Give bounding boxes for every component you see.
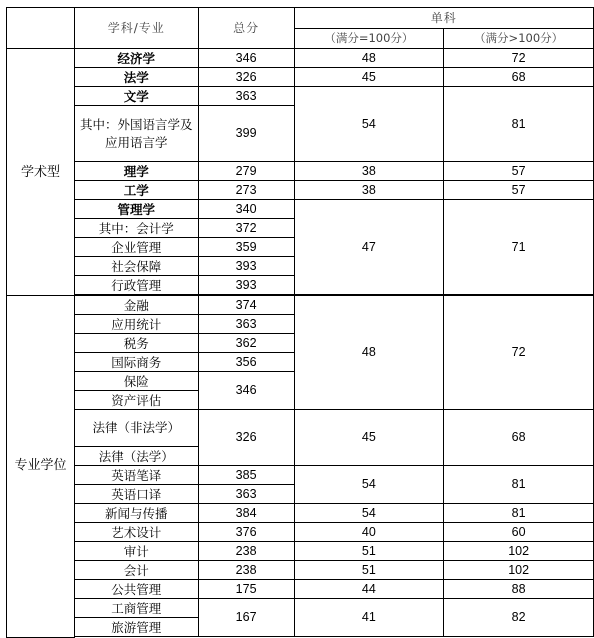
subject-name: 其中：会计学 xyxy=(74,219,198,238)
single-le100: 51 xyxy=(294,542,444,561)
header-single: 单科 xyxy=(294,8,593,29)
subject-name: 国际商务 xyxy=(74,353,198,372)
subject-name: 艺术设计 xyxy=(74,523,198,542)
spacer-cell xyxy=(74,637,198,638)
total-score: 372 xyxy=(198,219,294,238)
table-row xyxy=(7,200,594,219)
total-score: 273 xyxy=(198,181,294,200)
score-table xyxy=(6,7,594,638)
single-gt100: 81 xyxy=(444,504,594,523)
single-le100: 48 xyxy=(294,49,444,68)
single-gt100: 72 xyxy=(444,296,594,410)
single-le100: 54 xyxy=(294,504,444,523)
table-row xyxy=(7,542,594,561)
single-gt100: 57 xyxy=(444,162,594,181)
subject-name: 社会保障 xyxy=(74,257,198,276)
total-score: 363 xyxy=(198,315,294,334)
single-le100: 47 xyxy=(294,200,444,295)
table-row xyxy=(7,504,594,523)
total-score: 399 xyxy=(198,106,294,162)
single-le100: 54 xyxy=(294,87,444,162)
total-score: 362 xyxy=(198,334,294,353)
total-score: 363 xyxy=(198,87,294,106)
table-row xyxy=(7,466,594,485)
single-le100: 40 xyxy=(294,523,444,542)
single-gt100: 81 xyxy=(444,87,594,162)
total-score: 326 xyxy=(198,410,294,466)
header-blank xyxy=(7,8,75,49)
subject-name: 新闻与传播 xyxy=(74,504,198,523)
single-gt100: 102 xyxy=(444,561,594,580)
table-row xyxy=(7,561,594,580)
single-le100: 44 xyxy=(294,580,444,599)
subject-name: 公共管理 xyxy=(74,580,198,599)
single-gt100: 68 xyxy=(444,68,594,87)
subject-name: 行政管理 xyxy=(74,276,198,295)
total-score: 376 xyxy=(198,523,294,542)
total-score: 363 xyxy=(198,485,294,504)
header-total: 总分 xyxy=(198,8,294,49)
subject-name: 管理学 xyxy=(74,200,198,219)
single-gt100: 102 xyxy=(444,542,594,561)
single-gt100: 72 xyxy=(444,49,594,68)
total-score: 346 xyxy=(198,49,294,68)
header-gt100: （满分>100分） xyxy=(444,29,594,49)
spacer-cell xyxy=(294,637,444,638)
subject-name: 文学 xyxy=(74,87,198,106)
single-gt100: 88 xyxy=(444,580,594,599)
total-score: 359 xyxy=(198,238,294,257)
spacer-cell xyxy=(198,637,294,638)
subject-name: 英语口译 xyxy=(74,485,198,504)
score-table-container xyxy=(6,7,594,638)
table-row xyxy=(7,523,594,542)
total-score: 167 xyxy=(198,599,294,637)
header-subject: 学科/专业 xyxy=(74,8,198,49)
single-le100: 38 xyxy=(294,162,444,181)
table-row xyxy=(7,599,594,618)
subject-name: 英语笔译 xyxy=(74,466,198,485)
total-score: 346 xyxy=(198,372,294,410)
total-score: 175 xyxy=(198,580,294,599)
total-score: 374 xyxy=(198,296,294,315)
subject-name: 旅游管理 xyxy=(74,618,198,637)
single-gt100: 82 xyxy=(444,599,594,637)
subject-name: 会计 xyxy=(74,561,198,580)
subject-name: 税务 xyxy=(74,334,198,353)
total-score: 393 xyxy=(198,257,294,276)
table-row xyxy=(7,49,594,68)
single-gt100: 71 xyxy=(444,200,594,295)
subject-name: 工商管理 xyxy=(74,599,198,618)
total-score: 385 xyxy=(198,466,294,485)
single-gt100: 60 xyxy=(444,523,594,542)
subject-name: 法学 xyxy=(74,68,198,87)
total-score: 356 xyxy=(198,353,294,372)
subject-name: 企业管理 xyxy=(74,238,198,257)
total-score: 340 xyxy=(198,200,294,219)
category-academic: 学术型 xyxy=(7,49,75,296)
subject-name: 审计 xyxy=(74,542,198,561)
single-le100: 48 xyxy=(294,296,444,410)
total-score: 384 xyxy=(198,504,294,523)
table-row xyxy=(7,87,594,106)
total-score: 326 xyxy=(198,68,294,87)
single-le100: 54 xyxy=(294,466,444,504)
single-gt100: 68 xyxy=(444,410,594,466)
subject-name: 理学 xyxy=(74,162,198,181)
subject-name: 应用统计 xyxy=(74,315,198,334)
table-row-spacer xyxy=(7,637,594,638)
single-le100: 51 xyxy=(294,561,444,580)
table-row xyxy=(7,68,594,87)
header-row-1 xyxy=(7,8,594,29)
subject-name: 经济学 xyxy=(74,49,198,68)
single-le100: 41 xyxy=(294,599,444,637)
subject-name: 金融 xyxy=(74,296,198,315)
subject-name: 法律（非法学） xyxy=(74,410,198,447)
single-le100: 45 xyxy=(294,410,444,466)
table-row xyxy=(7,181,594,200)
header-le100: （满分=100分） xyxy=(294,29,444,49)
table-row xyxy=(7,162,594,181)
single-le100: 38 xyxy=(294,181,444,200)
table-row xyxy=(7,580,594,599)
total-score: 238 xyxy=(198,542,294,561)
subject-name: 法律（法学） xyxy=(74,447,198,466)
subject-name: 工学 xyxy=(74,181,198,200)
single-gt100: 81 xyxy=(444,466,594,504)
single-le100: 45 xyxy=(294,68,444,87)
total-score: 238 xyxy=(198,561,294,580)
subject-name: 资产评估 xyxy=(74,391,198,410)
subject-name: 其中：外国语言学及应用语言学 xyxy=(74,106,198,162)
total-score: 393 xyxy=(198,276,294,295)
subject-name: 保险 xyxy=(74,372,198,391)
table-row xyxy=(7,410,594,447)
spacer-cell xyxy=(444,637,594,638)
total-score: 279 xyxy=(198,162,294,181)
table-row xyxy=(7,296,594,315)
single-gt100: 57 xyxy=(444,181,594,200)
category-professional: 专业学位 xyxy=(7,296,75,638)
